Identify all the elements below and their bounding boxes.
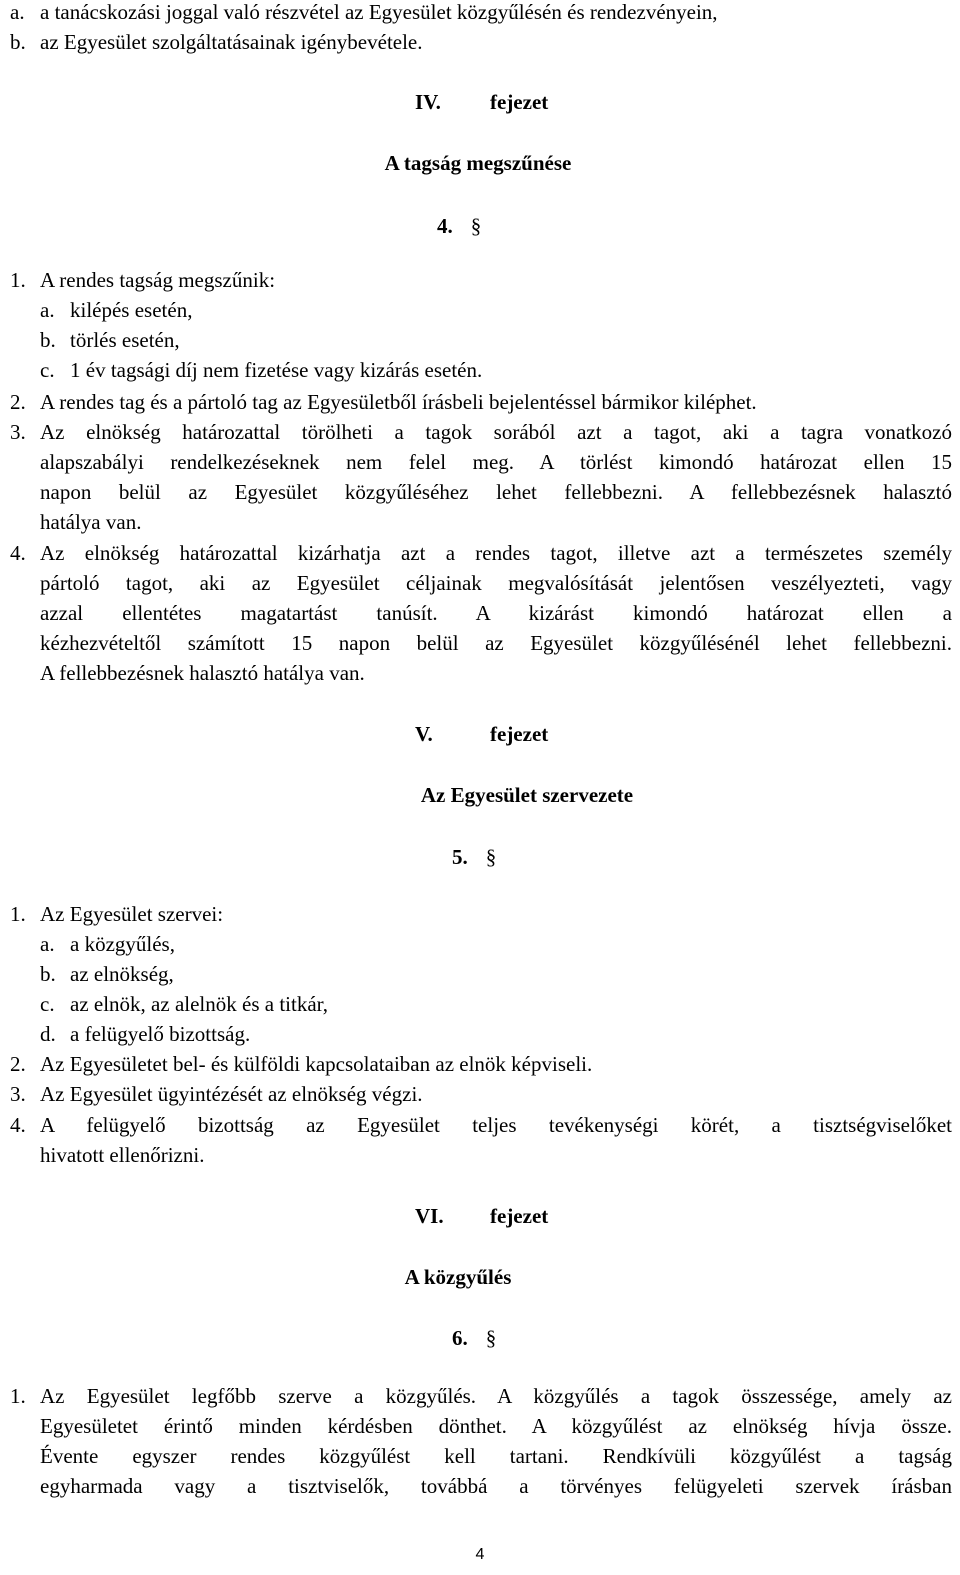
- paragraph-line: Egyesületet érintő minden kérdésben dönthet. A közgyűlést az elnökség hívja össze.: [40, 1414, 952, 1438]
- item-text: A rendes tagság megszűnik:: [40, 268, 276, 292]
- section-heading: [452, 842, 496, 872]
- chapter-word: fejezet: [490, 90, 549, 114]
- section-sign: §: [485, 845, 497, 869]
- list-letter: d.: [40, 1022, 56, 1046]
- section-number: 5.: [452, 845, 468, 869]
- list-text: kilépés esetén,: [70, 298, 193, 322]
- list-item: [10, 899, 223, 929]
- list-text: az elnök, az alelnök és a titkár,: [70, 992, 329, 1016]
- list-letter: b.: [40, 962, 56, 986]
- list-text: 1 év tagsági díj nem fizetése vagy kizárás esetén.: [70, 358, 483, 382]
- list-text: törlés esetén,: [70, 328, 180, 352]
- section-sign: §: [470, 214, 482, 238]
- list-letter: a.: [40, 298, 55, 322]
- item-number: 1.: [10, 1384, 26, 1408]
- paragraph-line: alapszabályi rendelkezéseknek nem felel meg. A törlést kimondó határozat ellen 15: [40, 450, 952, 474]
- chapter-number: V.: [415, 722, 433, 746]
- chapter-title: A közgyűlés: [404, 1265, 512, 1289]
- list-item: [40, 989, 328, 1019]
- list-item: [10, 1079, 423, 1109]
- list-item: [10, 265, 275, 295]
- paragraph-line: pártoló tagot, aki az Egyesület céljainak megvalósítását jelentősen veszélyezteti, vagy: [40, 571, 952, 595]
- item-text: A rendes tag és a pártoló tag az Egyesületből írásbeli bejelentéssel bármikor kiléphet.: [40, 390, 757, 414]
- list-item: [10, 387, 757, 417]
- paragraph-line: hatálya van.: [40, 510, 142, 534]
- list-item: [40, 959, 174, 989]
- item-number: 3.: [10, 420, 26, 444]
- list-item: [40, 325, 180, 355]
- list-item: [40, 355, 482, 385]
- list-letter: c.: [40, 358, 55, 382]
- list-letter: a.: [40, 932, 55, 956]
- paragraph-line: hivatott ellenőrizni.: [40, 1143, 205, 1167]
- paragraph-line: kézhezvételtől számított 15 napon belül az Egyesület közgyűlésénél lehet fellebbezni.: [40, 631, 952, 655]
- list-text: a tanácskozási joggal való részvétel az Egyesület közgyűlésén és rendezvényein,: [40, 0, 718, 24]
- paragraph-line: Évente egyszer rendes közgyűlést kell tartani. Rendkívüli közgyűlést a tagság: [40, 1444, 952, 1468]
- item-text: Az Egyesület ügyintézését az elnökség végzi.: [40, 1082, 423, 1106]
- item-number: 2.: [10, 390, 26, 414]
- chapter-title: A tagság megszűnése: [384, 151, 572, 175]
- section-number: 4.: [437, 214, 453, 238]
- section-heading: [452, 1323, 496, 1353]
- chapter-number: IV.: [415, 90, 441, 114]
- list-text: az Egyesület szolgáltatásainak igénybevétele.: [40, 30, 423, 54]
- list-text: a közgyűlés,: [70, 932, 175, 956]
- paragraph-line: napon belül az Egyesület közgyűléséhez lehet fellebbezni. A fellebbezésnek halasztó: [40, 480, 952, 504]
- item-number: 4.: [10, 1113, 26, 1137]
- paragraph-line: azzal ellentétes magatartást tanúsít. A kizárást kimondó határozat ellen a: [40, 601, 952, 625]
- chapter-heading: [415, 1201, 549, 1231]
- item-number: 1.: [10, 902, 26, 926]
- section-number: 6.: [452, 1326, 468, 1350]
- item-text: Az Egyesületet bel- és külföldi kapcsolataiban az elnök képviseli.: [40, 1052, 593, 1076]
- list-text: az elnökség,: [70, 962, 174, 986]
- list-letter: c.: [40, 992, 55, 1016]
- chapter-number: VI.: [415, 1204, 444, 1228]
- chapter-word: fejezet: [490, 1204, 549, 1228]
- paragraph-line: Az elnökség határozattal kizárhatja azt a rendes tagot, illetve azt a természetes személy: [40, 541, 952, 565]
- paragraph-line: Az Egyesület legfőbb szerve a közgyűlés. A közgyűlés a tagok összessége, amely az: [40, 1384, 952, 1408]
- page-number: 4: [475, 1546, 485, 1563]
- list-letter: b.: [40, 328, 56, 352]
- list-text: a felügyelő bizottság.: [70, 1022, 251, 1046]
- item-text: Az Egyesület szervei:: [40, 902, 224, 926]
- list-item: [10, 1049, 592, 1079]
- chapter-title: Az Egyesület szervezete: [420, 783, 634, 807]
- item-number: 1.: [10, 268, 26, 292]
- list-item: [40, 929, 175, 959]
- list-item: [10, 0, 718, 27]
- item-number: 2.: [10, 1052, 26, 1076]
- chapter-heading: [415, 87, 549, 117]
- list-letter: b.: [10, 30, 26, 54]
- item-number: 4.: [10, 541, 26, 565]
- paragraph-line: egyharmada vagy a tisztviselők, továbbá a törvényes felügyeleti szervek írásban: [40, 1474, 952, 1498]
- list-item: [10, 27, 423, 57]
- chapter-heading: [415, 719, 549, 749]
- chapter-word: fejezet: [490, 722, 549, 746]
- paragraph-line: Az elnökség határozattal törölheti a tagok sorából azt a tagot, aki a tagra vonatkozó: [40, 420, 952, 444]
- paragraph-line: A fellebbezésnek halasztó hatálya van.: [40, 661, 365, 685]
- item-number: 3.: [10, 1082, 26, 1106]
- paragraph-line: A felügyelő bizottság az Egyesület teljes tevékenységi körét, a tisztségviselőket: [40, 1113, 952, 1137]
- section-sign: §: [485, 1326, 497, 1350]
- list-item: [40, 1019, 250, 1049]
- section-heading: [437, 211, 481, 241]
- list-item: [40, 295, 192, 325]
- list-letter: a.: [10, 0, 25, 24]
